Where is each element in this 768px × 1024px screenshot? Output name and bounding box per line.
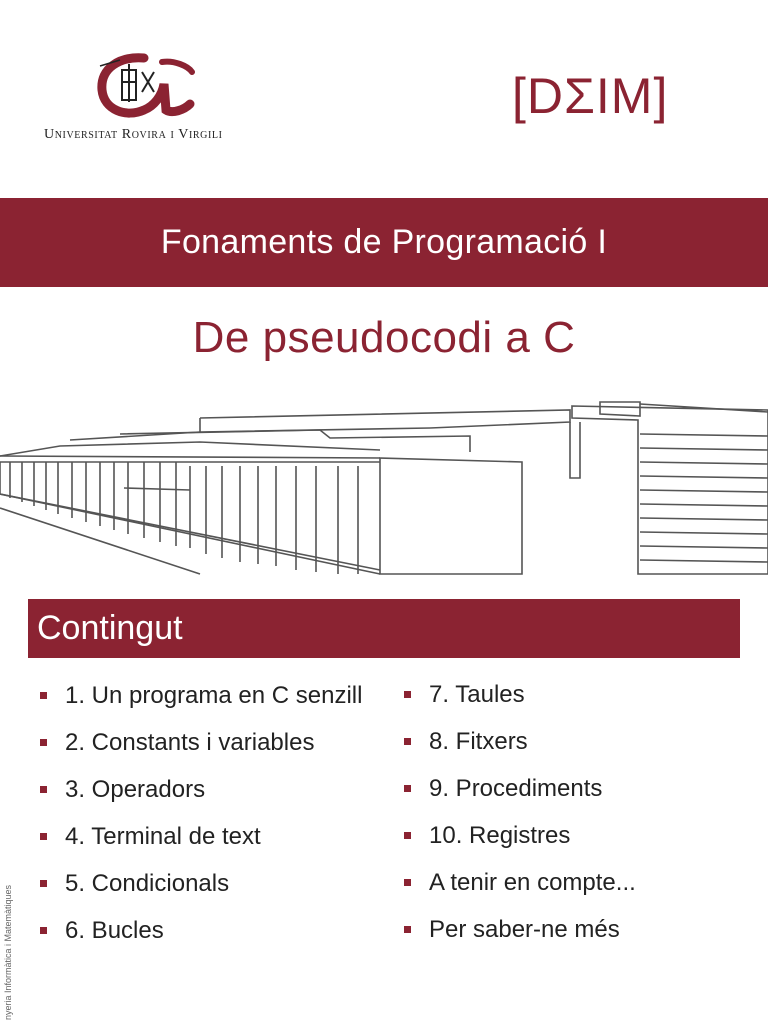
list-item <box>400 771 740 807</box>
lecture-title: De pseudocodi a C <box>192 313 576 362</box>
list-item <box>36 772 366 808</box>
bullet-icon <box>40 880 47 887</box>
course-band <box>0 198 768 287</box>
list-item <box>36 819 366 855</box>
bullet-icon <box>40 739 47 746</box>
list-item-label: 10. Registres <box>429 822 571 849</box>
list-item <box>400 677 740 713</box>
bullet-icon <box>404 926 411 933</box>
bullet-icon <box>40 692 47 699</box>
bullet-icon <box>404 738 411 745</box>
bullet-icon <box>40 786 47 793</box>
list-item-label: 1. Un programa en C senzill <box>65 682 363 709</box>
toc-right-list <box>400 677 740 959</box>
side-note: nyeria Informàtica i Matemàtiques <box>3 884 13 1020</box>
bullet-icon <box>404 691 411 698</box>
bullet-icon <box>40 927 47 934</box>
urv-logo-icon <box>92 52 196 124</box>
list-item <box>400 724 740 760</box>
list-item-label: 3. Operadors <box>65 776 206 803</box>
list-item-label: 6. Bucles <box>65 917 164 944</box>
list-item-label: 9. Procediments <box>429 775 603 802</box>
building-illustration <box>0 398 768 578</box>
bullet-icon <box>404 832 411 839</box>
list-item <box>36 866 366 902</box>
bullet-icon <box>404 879 411 886</box>
contents-heading: Contingut <box>37 609 183 647</box>
contents-band <box>28 599 740 658</box>
list-item-label: 2. Constants i variables <box>65 729 315 756</box>
list-item <box>36 725 366 761</box>
list-item <box>400 912 740 948</box>
list-item-label: 5. Condicionals <box>65 870 230 897</box>
list-item <box>36 913 366 949</box>
toc-left-list <box>36 678 366 960</box>
list-item <box>400 865 740 901</box>
list-item <box>36 678 366 714</box>
list-item-label: 4. Terminal de text <box>65 823 261 850</box>
list-item-label: 8. Fitxers <box>429 728 528 755</box>
list-item-label: 7. Taules <box>429 681 525 708</box>
course-title: Fonaments de Programació I <box>160 223 608 261</box>
university-name: Universitat Rovira i Virgili <box>44 127 223 142</box>
bullet-icon <box>404 785 411 792</box>
list-item-label: A tenir en compte... <box>429 869 636 896</box>
list-item <box>400 818 740 854</box>
bullet-icon <box>40 833 47 840</box>
list-item-label: Per saber-ne més <box>429 916 620 943</box>
deim-logo: [DΣIM] <box>512 68 669 124</box>
